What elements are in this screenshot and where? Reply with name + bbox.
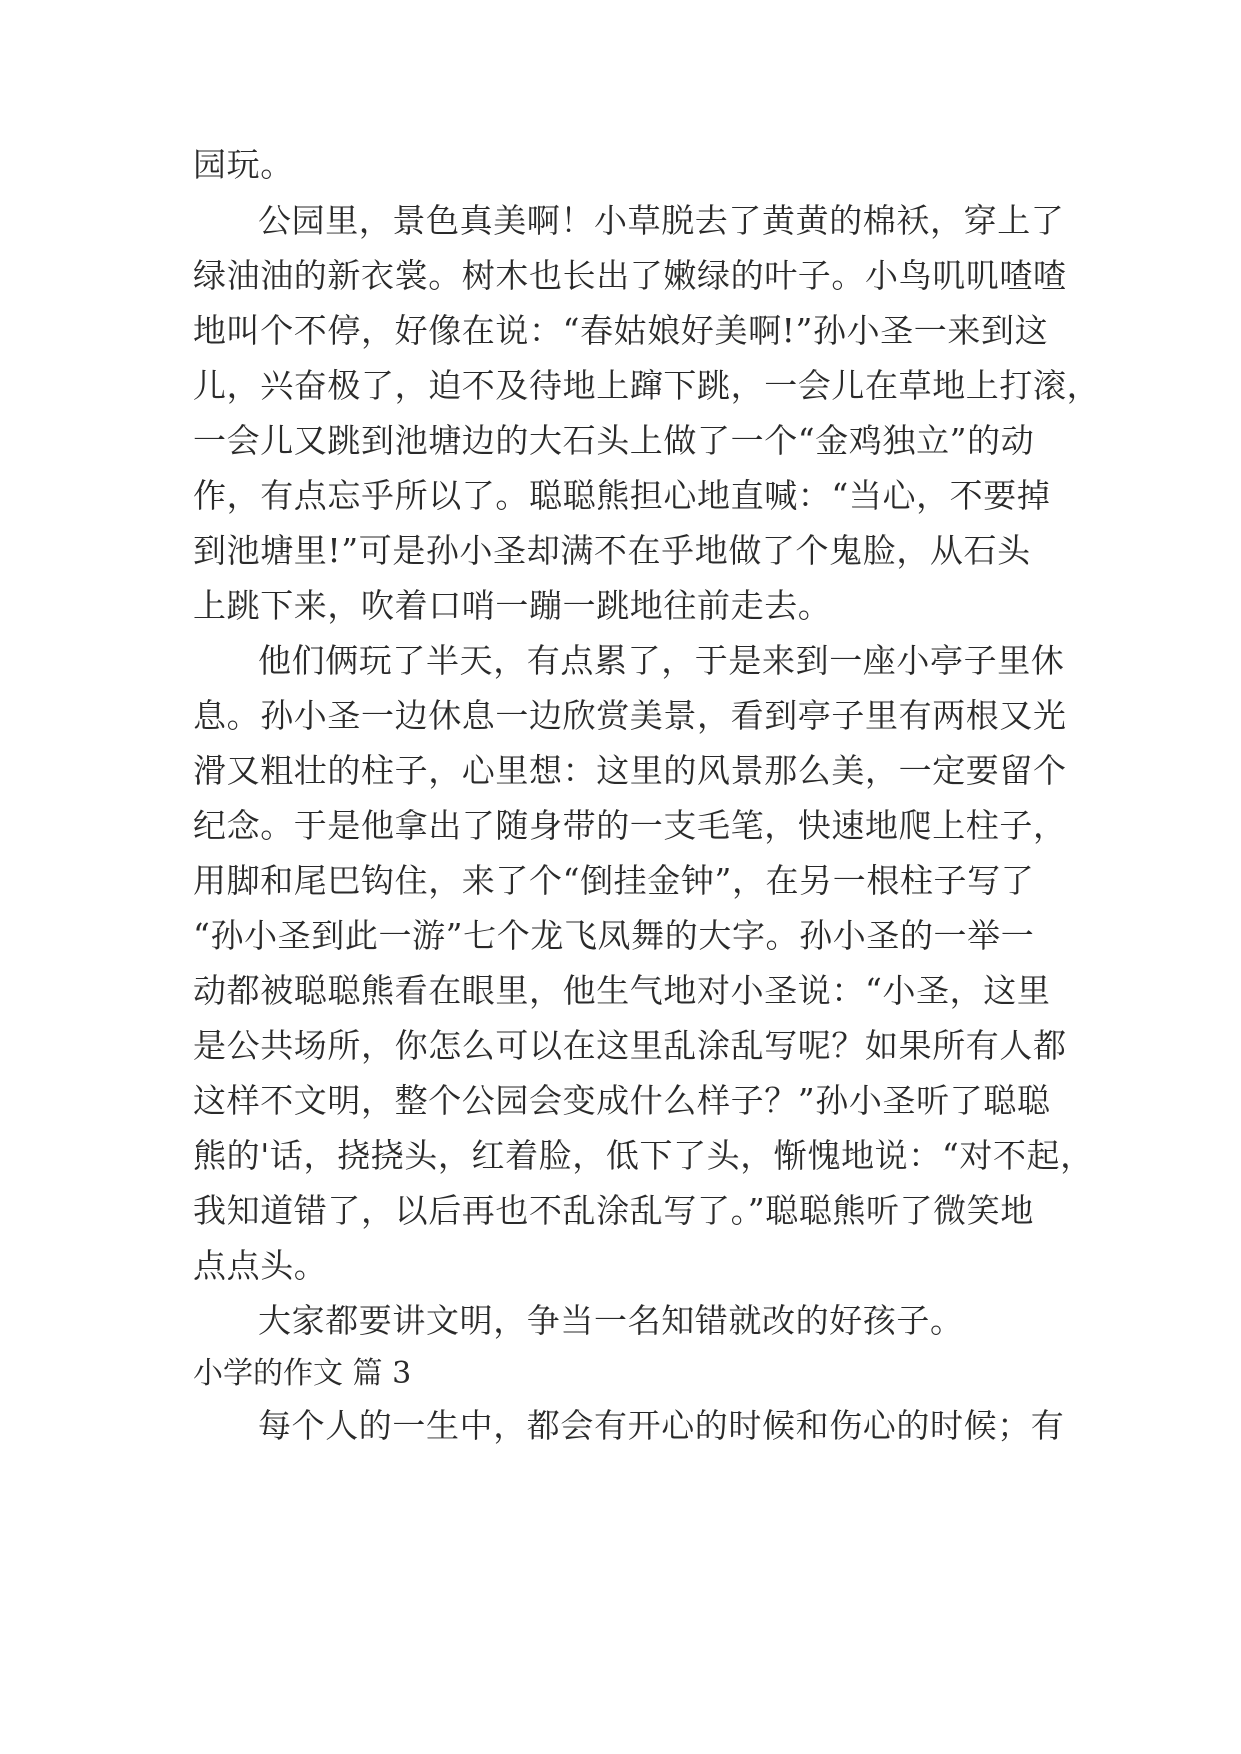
text-line: 园玩。 bbox=[193, 145, 294, 184]
text-line: 熊的'话，挠挠头，红着脸，低下了头，惭愧地说：“对不起， bbox=[193, 1136, 1094, 1175]
text-line: 我知道错了，以后再也不乱涂乱写了。”聪聪熊听了微笑地 bbox=[193, 1191, 1034, 1230]
text-line: 滑又粗壮的柱子，心里想：这里的风景那么美，一定要留个 bbox=[193, 751, 1067, 790]
text-line: 他们俩玩了半天，有点累了，于是来到一座小亭子里休 bbox=[258, 641, 1065, 680]
text-line: 用脚和尾巴钩住，来了个“倒挂金钟”，在另一根柱子写了 bbox=[193, 861, 1035, 900]
text-line: 地叫个不停，好像在说：“春姑娘好美啊!”孙小圣一来到这 bbox=[193, 311, 1049, 350]
text-line: 纪念。于是他拿出了随身带的一支毛笔，快速地爬上柱子， bbox=[193, 806, 1067, 845]
text-line: 这样不文明，整个公园会变成什么样子？”孙小圣听了聪聪 bbox=[193, 1081, 1051, 1120]
section-heading: 小学的作文 篇 3 bbox=[193, 1356, 412, 1391]
text-line: 一会儿又跳到池塘边的大石头上做了一个“金鸡独立”的动 bbox=[193, 421, 1035, 460]
text-line: 点点头。 bbox=[193, 1246, 328, 1285]
text-line: 大家都要讲文明，争当一名知错就改的好孩子。 bbox=[258, 1301, 964, 1340]
text-line: 上跳下来，吹着口哨一蹦一跳地往前走去。 bbox=[193, 586, 832, 625]
text-line: 作，有点忘乎所以了。聪聪熊担心地直喊：“当心，不要掉 bbox=[193, 476, 1051, 515]
text-line: 儿，兴奋极了，迫不及待地上蹿下跳，一会儿在草地上打滚， bbox=[193, 366, 1101, 405]
text-line: 是公共场所，你怎么可以在这里乱涂乱写呢？如果所有人都 bbox=[193, 1026, 1067, 1065]
text-line: 公园里，景色真美啊！小草脱去了黄黄的棉袄，穿上了 bbox=[258, 201, 1065, 240]
text-line: 绿油油的新衣裳。树木也长出了嫩绿的叶子。小鸟叽叽喳喳 bbox=[193, 256, 1067, 295]
text-line: “孙小圣到此一游”七个龙飞凤舞的大字。孙小圣的一举一 bbox=[193, 916, 1035, 955]
text-line: 息。孙小圣一边休息一边欣赏美景，看到亭子里有两根又光 bbox=[193, 696, 1067, 735]
text-line: 每个人的一生中，都会有开心的时候和伤心的时候；有 bbox=[258, 1406, 1065, 1445]
text-line: 动都被聪聪熊看在眼里，他生气地对小圣说：“小圣，这里 bbox=[193, 971, 1051, 1010]
text-line: 到池塘里!”可是孙小圣却满不在乎地做了个鬼脸，从石头 bbox=[193, 531, 1031, 570]
